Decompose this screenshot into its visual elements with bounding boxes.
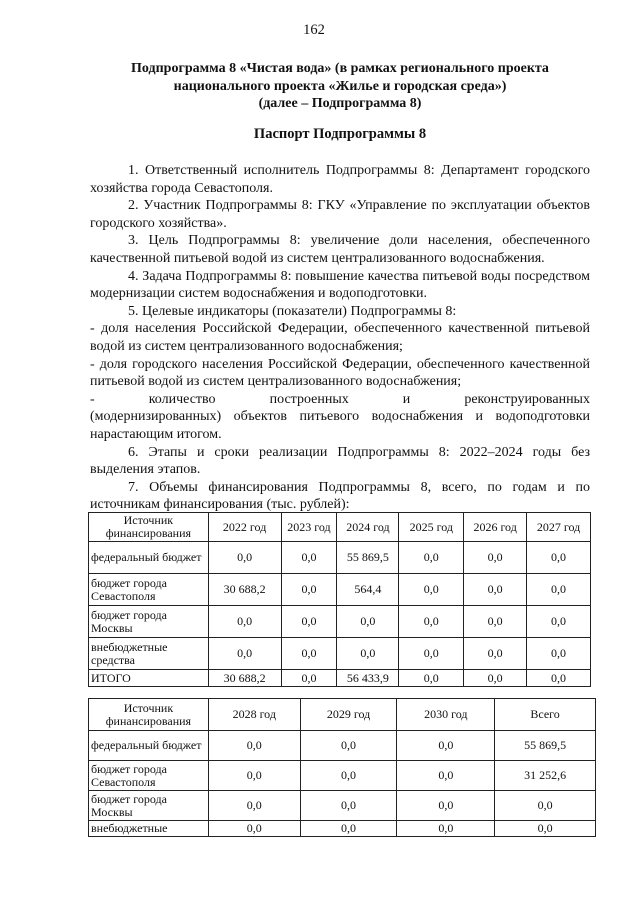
- header-cell: 2029 год: [300, 699, 397, 731]
- value-cell: 0,0: [464, 670, 527, 687]
- value-cell: 0,0: [281, 542, 337, 574]
- table-row: [89, 638, 591, 670]
- value-cell: 0,0: [464, 574, 527, 606]
- value-cell: 0,0: [527, 542, 591, 574]
- paragraph-6: 6. Этапы и сроки реализации Подпрограммы 8: 2022–2024 годы без выделения этапов.: [90, 444, 590, 478]
- table-row: [89, 761, 596, 791]
- table-row: [89, 821, 596, 837]
- value-cell: 0,0: [300, 731, 397, 761]
- value-cell: 0,0: [527, 606, 591, 638]
- word: количество: [148, 391, 216, 407]
- word: и: [402, 391, 411, 407]
- value-cell: 0,0: [527, 638, 591, 670]
- header-cell: 2023 год: [281, 513, 337, 542]
- header-cell: Источник финансирования: [89, 513, 209, 542]
- header-cell: 2027 год: [527, 513, 591, 542]
- value-cell: 0,0: [397, 731, 495, 761]
- value-cell: 0,0: [208, 731, 300, 761]
- value-cell: 0,0: [399, 638, 464, 670]
- value-cell: 0,0: [464, 638, 527, 670]
- title-line: (далее – Подпрограмма 8): [258, 96, 422, 111]
- header-cell: 2028 год: [208, 699, 300, 731]
- value-cell: 0,0: [281, 638, 337, 670]
- value-cell: 564,4: [337, 574, 399, 606]
- value-cell: 0,0: [208, 821, 300, 837]
- value-cell: 0,0: [281, 574, 337, 606]
- indicator-3-rest: (модернизированных) объектов питьевого водоснабжения и водоподготовки нарастающим итогом.: [90, 409, 590, 442]
- paragraph-5: 5. Целевые индикаторы (показатели) Подпрограммы 8:: [128, 303, 457, 319]
- value-cell: 0,0: [337, 606, 399, 638]
- source-cell: внебюджетные: [89, 821, 209, 837]
- title-line: Подпрограмма 8 «Чистая вода» (в рамках регионального проекта: [131, 61, 549, 76]
- value-cell: 31 252,6: [495, 761, 596, 791]
- value-cell: 0,0: [208, 638, 281, 670]
- source-cell: бюджет города Москвы: [89, 606, 209, 638]
- word: реконструированных: [464, 391, 590, 407]
- paragraph-1: 1. Ответственный исполнитель Подпрограммы 8: Департамент городского хозяйства города Севастополя.: [90, 163, 590, 196]
- value-cell: 0,0: [300, 791, 397, 821]
- value-cell: 0,0: [399, 606, 464, 638]
- financing-table-2022-2027: [88, 512, 591, 687]
- source-cell: федеральный бюджет: [89, 542, 209, 574]
- value-cell: 0,0: [300, 821, 397, 837]
- value-cell: 0,0: [397, 821, 495, 837]
- value-cell: 55 869,5: [337, 542, 399, 574]
- value-cell: 0,0: [208, 791, 300, 821]
- indicator-2: - доля городского населения Российской Федерации, обеспеченного качественной питьевой водой из систем централизованного водоснабжения;: [90, 356, 590, 390]
- document-title: [70, 60, 610, 113]
- value-cell: 0,0: [464, 606, 527, 638]
- table-row: [89, 542, 591, 574]
- paragraph-2: 2. Участник Подпрограммы 8: ГКУ «Управление по эксплуатации объектов городского хозяйства».: [90, 198, 590, 231]
- paragraph-3: 3. Цель Подпрограммы 8: увеличение доли населения, обеспеченного качественной питьевой водой из систем централизованного водоснабжения.: [90, 233, 590, 266]
- value-cell: 0,0: [495, 821, 596, 837]
- page-number: 162: [303, 22, 325, 38]
- value-cell: 0,0: [281, 606, 337, 638]
- table-row: [89, 731, 596, 761]
- value-cell: 0,0: [527, 574, 591, 606]
- value-cell: 30 688,2: [208, 574, 281, 606]
- financing-table-2028-2030: [88, 698, 596, 837]
- table-header-row: [89, 699, 596, 731]
- source-cell: ИТОГО: [89, 670, 209, 687]
- header-cell: Источник финансирования: [89, 699, 209, 731]
- table-header-row: [89, 513, 591, 542]
- paragraph-7: 7. Объемы финансирования Подпрограммы 8, всего, по годам и по источникам финансирования (тыс. рублей):: [90, 479, 590, 513]
- value-cell: 56 433,9: [337, 670, 399, 687]
- value-cell: 0,0: [399, 574, 464, 606]
- source-cell: бюджет города Севастополя: [89, 761, 209, 791]
- table-row: [89, 606, 591, 638]
- value-cell: 30 688,2: [208, 670, 281, 687]
- header-cell: 2026 год: [464, 513, 527, 542]
- indicator-3-first-line: [90, 391, 590, 409]
- passport-text: [90, 162, 590, 514]
- value-cell: 0,0: [397, 761, 495, 791]
- value-cell: 0,0: [399, 670, 464, 687]
- value-cell: 0,0: [527, 670, 591, 687]
- value-cell: 0,0: [337, 638, 399, 670]
- value-cell: 0,0: [300, 761, 397, 791]
- value-cell: 0,0: [397, 791, 495, 821]
- value-cell: 0,0: [399, 542, 464, 574]
- word: построенных: [269, 391, 349, 407]
- value-cell: 55 869,5: [495, 731, 596, 761]
- source-cell: федеральный бюджет: [89, 731, 209, 761]
- value-cell: 0,0: [208, 542, 281, 574]
- value-cell: 0,0: [208, 761, 300, 791]
- title-line: национального проекта «Жилье и городская среда»): [173, 78, 507, 94]
- value-cell: 0,0: [281, 670, 337, 687]
- value-cell: 0,0: [464, 542, 527, 574]
- paragraph-4: 4. Задача Подпрограммы 8: повышение качества питьевой воды посредством модернизации систем водоснабжения и водоподготовки.: [90, 268, 590, 302]
- section-subtitle: Паспорт Подпрограммы 8: [253, 126, 427, 142]
- source-cell: внебюджетные средства: [89, 638, 209, 670]
- table-row: [89, 574, 591, 606]
- header-cell: 2030 год: [397, 699, 495, 731]
- header-cell: 2024 год: [337, 513, 399, 542]
- header-cell: Всего: [495, 699, 596, 731]
- table-total-row: [89, 670, 591, 687]
- header-cell: 2025 год: [399, 513, 464, 542]
- word: -: [90, 391, 95, 407]
- source-cell: бюджет города Севастополя: [89, 574, 209, 606]
- value-cell: 0,0: [208, 606, 281, 638]
- value-cell: 0,0: [495, 791, 596, 821]
- indicator-1: - доля населения Российской Федерации, обеспеченного качественной питьевой водой из систем централизованного водоснабжения;: [90, 321, 590, 354]
- table-row: [89, 791, 596, 821]
- header-cell: 2022 год: [208, 513, 281, 542]
- source-cell: бюджет города Москвы: [89, 791, 209, 821]
